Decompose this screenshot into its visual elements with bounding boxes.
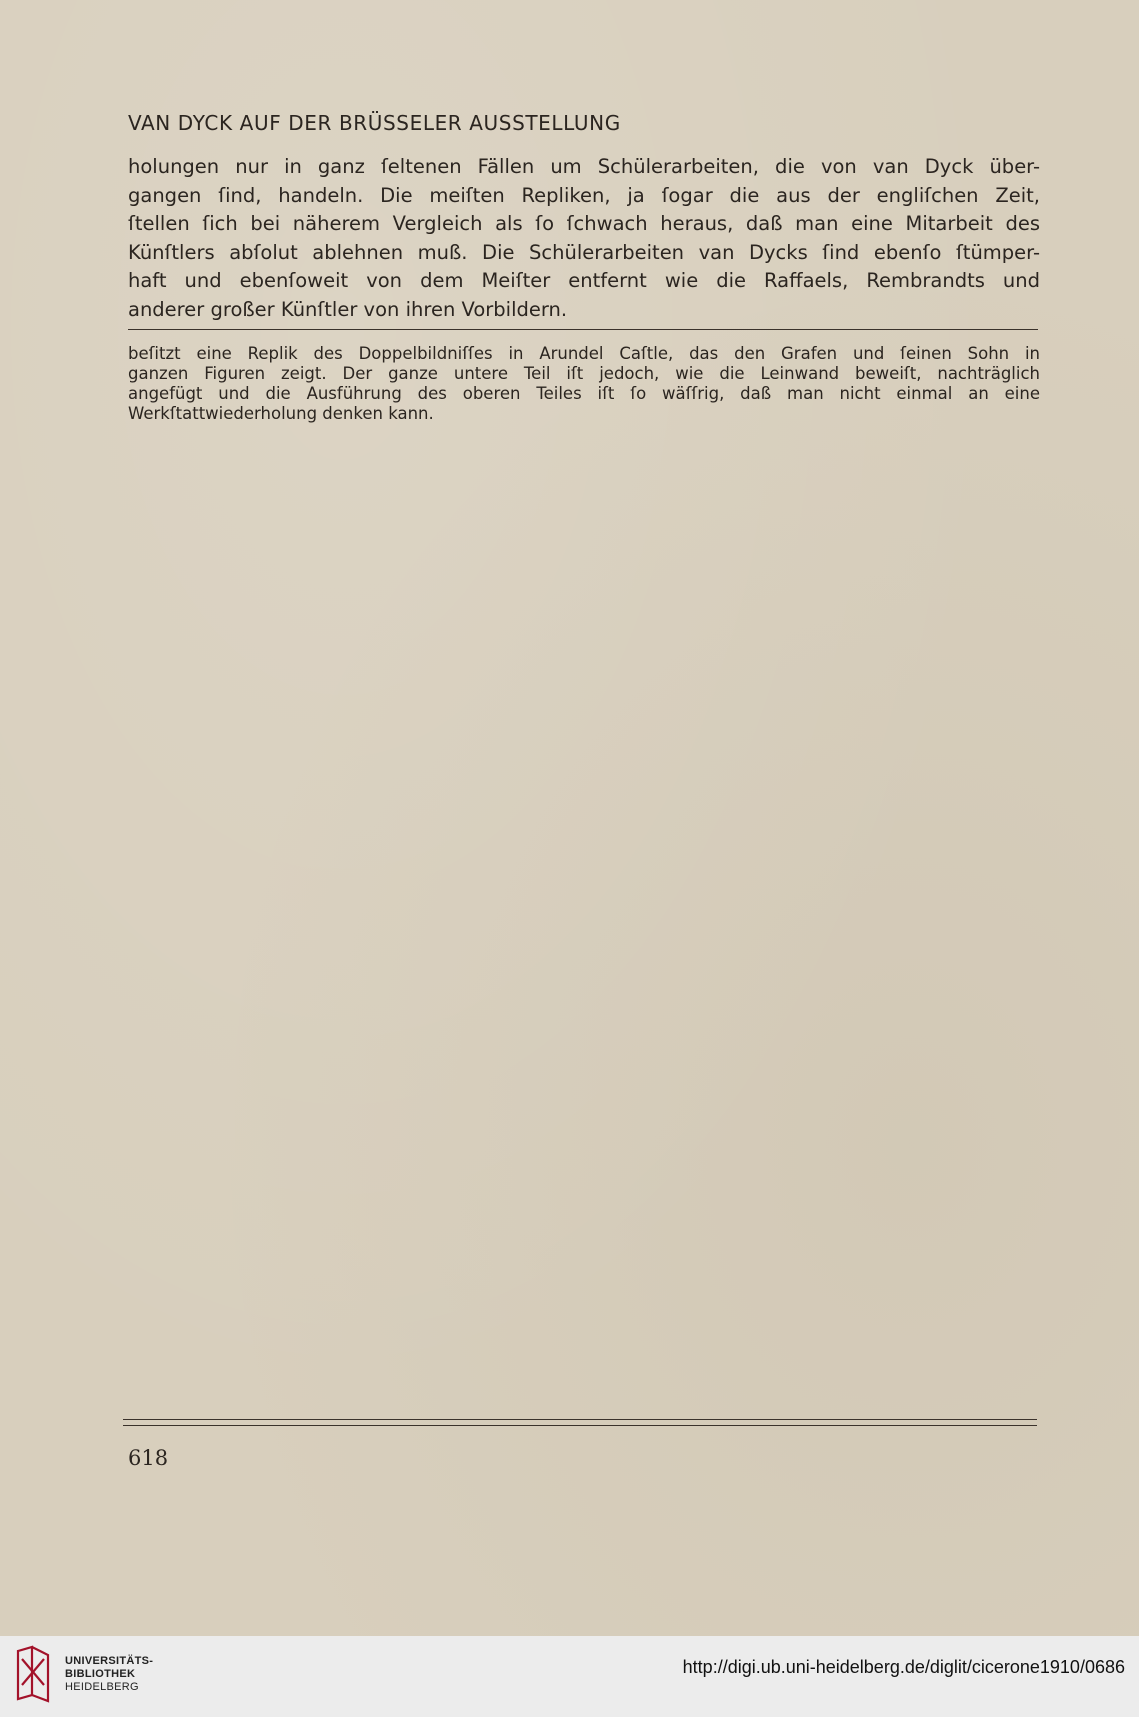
footnote-line: Werkſtattwiederholung denken kann. [128,404,434,423]
body-paragraph [128,153,1040,324]
library-name-line: UNIVERSITÄTS- [65,1655,154,1667]
running-head: VAN DYCK AUF DER BRÜSSELER AUSSTELLUNG [128,111,621,135]
body-line: ſtellen ſich bei näherem Vergleich als ſo ſchwach heraus, daß man eine Mitarbeit des [128,212,1040,235]
footnote-line: angefügt und die Ausführung des oberen Teiles iſt ſo wäſſrig, daß man nicht einmal an eine [128,384,1040,403]
library-logo-icon [14,1645,56,1703]
footnote-line: beſitzt eine Replik des Doppelbildniſſes in Arundel Caſtle, das den Grafen und ſeinen Sohn in [128,344,1040,363]
bottom-rule-lower [123,1425,1037,1426]
footnote [128,344,1040,424]
source-url-link[interactable]: http://digi.ub.uni-heidelberg.de/diglit/cicerone1910/0686 [682,1657,1125,1677]
body-line: holungen nur in ganz ſeltenen Fällen um Schülerarbeiten, die von van Dyck über- [128,155,1040,178]
body-line: Künſtlers abſolut ablehnen muß. Die Schülerarbeiten van Dycks ſind ebenſo ſtümper- [128,240,1040,264]
bottom-rule-upper [123,1419,1037,1420]
page-number: 618 [128,1446,169,1470]
body-line: anderer großer Künſtler von ihren Vorbildern. [128,297,568,321]
library-name-line: HEIDELBERG [65,1681,139,1693]
library-name [65,1655,153,1694]
library-name-line: BIBLIOTHEK [65,1668,136,1680]
body-line: haft und ebenſoweit von dem Meiſter entfernt wie die Raffaels, Rembrandts und [128,269,1040,292]
footnote-line: ganzen Figuren zeigt. Der ganze untere Teil iſt jedoch, wie die Leinwand beweiſt, nachträglich [128,364,1040,383]
body-line: gangen ſind, handeln. Die meiſten Repliken, ja ſogar die aus der engliſchen Zeit, [128,183,1040,207]
footnote-divider [128,329,1038,330]
